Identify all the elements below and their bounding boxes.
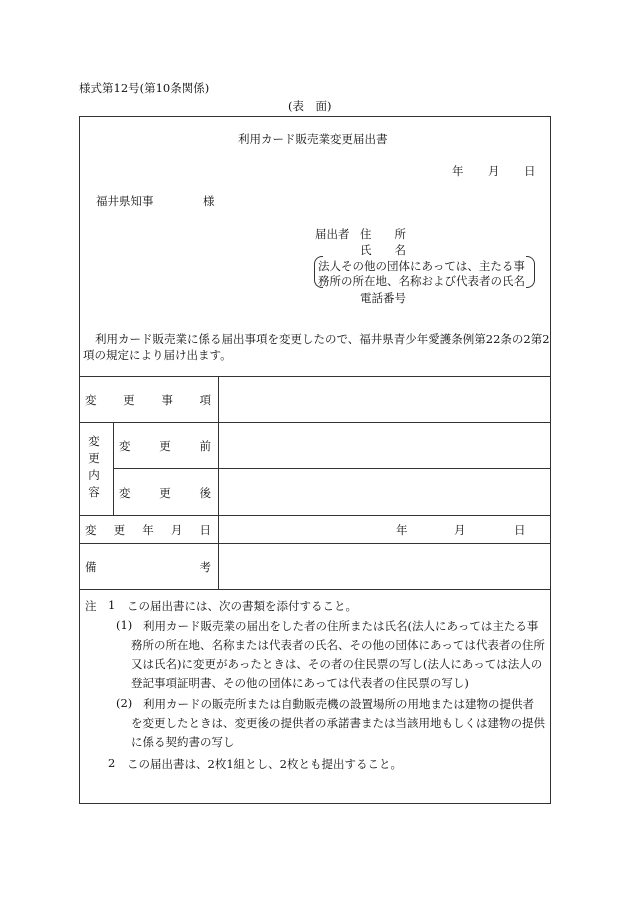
note2-text: この届出書は、2枚1組とし、2枚とも提出すること。 — [127, 757, 402, 771]
column-divider — [218, 376, 219, 589]
corp-note-line2: 務所の所在地、名称および代表者の氏名 — [318, 274, 525, 288]
date-year: 年 — [452, 164, 464, 178]
document-title: 利用カード販売業変更届出書 — [238, 132, 388, 146]
addressee-honorific: 様 — [203, 194, 215, 208]
notes-heading: 注 — [85, 599, 97, 613]
sub2-line3: に係る契約書の写し — [131, 735, 235, 749]
notifier-phone-label: 電話番号 — [360, 291, 406, 305]
row-divider-2 — [113, 468, 551, 469]
note2-number: 2 — [108, 756, 116, 770]
after-label: 変 更 後 — [119, 486, 211, 500]
row-divider-3 — [79, 515, 551, 516]
row-divider-4 — [79, 543, 551, 544]
statement-line2: 項の規定により届け出ます。 — [83, 348, 232, 362]
change-content-label: 変 更 内 容 — [88, 434, 100, 499]
corp-note-line1: 法人その他の団体にあっては、主たる事 — [318, 259, 525, 273]
side-label: (表 面) — [288, 99, 332, 113]
change-date-label: 変 更 年 月 日 — [85, 523, 211, 537]
content-subcolumn-divider — [113, 422, 114, 515]
change-date-month: 月 — [454, 523, 466, 537]
notifier-address-label: 住 所 — [360, 227, 406, 241]
sub2-number: (2) — [116, 696, 133, 710]
sub1-line2: 務所の所在地、名称または代表者の氏名、その他の団体にあっては代表者の住所 — [131, 638, 545, 652]
note1-text: この届出書には、次の書類を添付すること。 — [127, 599, 357, 613]
addressee-name: 福井県知事 — [96, 194, 154, 208]
table-top-rule — [79, 376, 551, 377]
change-date-year: 年 — [396, 523, 408, 537]
note1-number: 1 — [108, 598, 116, 612]
row-divider-1 — [79, 422, 551, 423]
sub1-line4: 登記事項証明書、その他の団体にあっては代表者の住民票の写し) — [131, 676, 469, 690]
sub1-number: (1) — [116, 618, 133, 632]
corp-note-close-bracket — [526, 256, 535, 288]
row-divider-5 — [79, 589, 551, 590]
date-day: 日 — [524, 164, 536, 178]
sub2-line2: を変更したときは、変更後の提供者の承諾書または当該用地もしくは建物の提供 — [131, 716, 545, 730]
notifier-name-label: 氏 名 — [360, 243, 406, 257]
sub1-line3: 又は氏名)に変更があったときは、その者の住民票の写し(法人にあっては法人の — [131, 657, 543, 671]
notifier-label: 届出者 — [315, 227, 350, 241]
before-label: 変 更 前 — [119, 439, 211, 453]
form-number: 様式第12号(第10条関係) — [79, 81, 210, 95]
change-item-label: 変 更 事 項 — [85, 393, 211, 407]
sub2-line1: 利用カードの販売所または自動販売機の設置場所の用地または建物の提供者 — [143, 697, 534, 711]
change-date-day: 日 — [514, 523, 526, 537]
sub1-line1: 利用カード販売業の届出をした者の住所または氏名(法人にあっては主たる事 — [143, 619, 539, 633]
date-month: 月 — [488, 164, 500, 178]
remarks-label: 備 考 — [85, 560, 211, 574]
statement-line1: 利用カード販売業に係る届出事項を変更したので、福井県青少年愛護条例第22条の2第2 — [95, 332, 550, 346]
